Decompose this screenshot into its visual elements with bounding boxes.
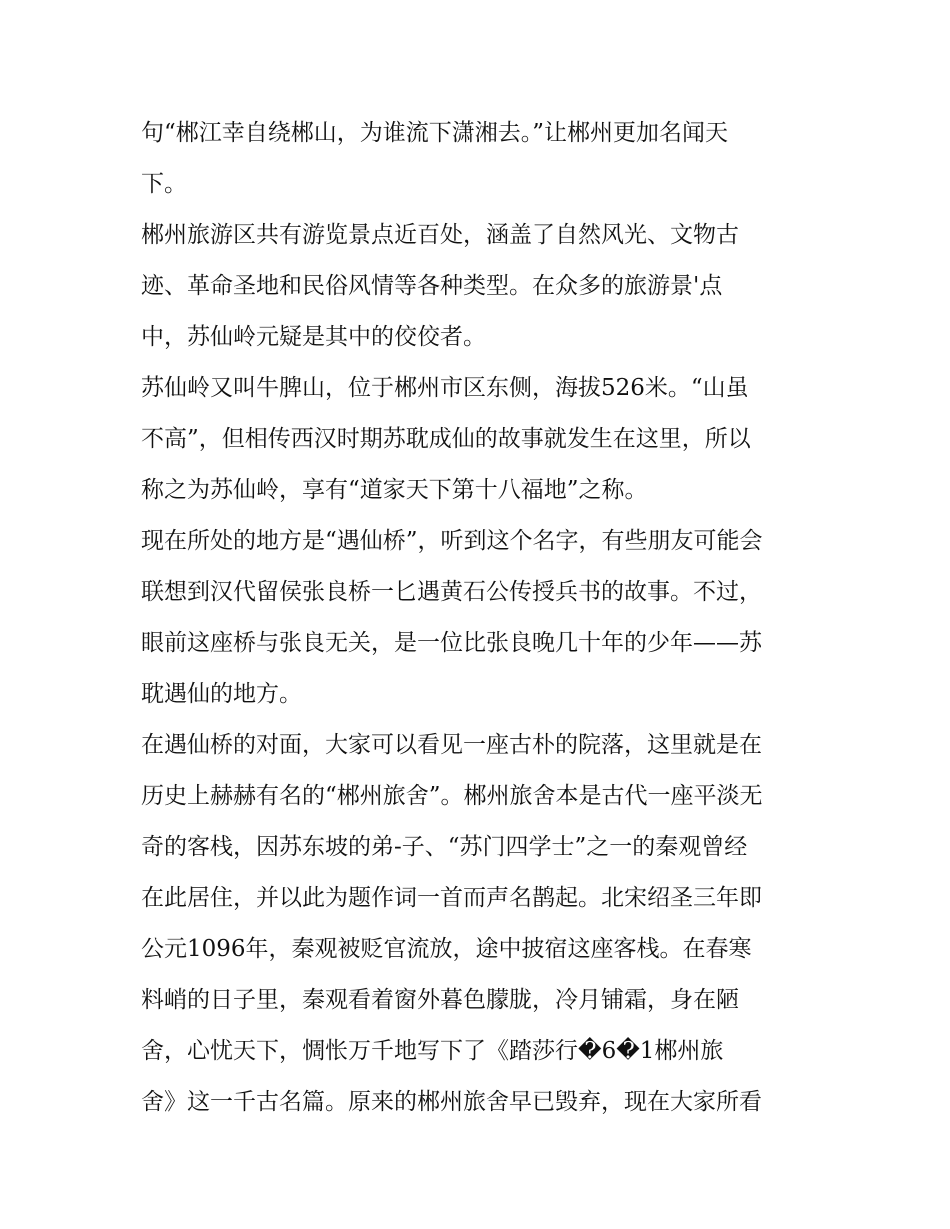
text-line: 在遇仙桥的对面，大家可以看见一座古朴的院落，这里就是在	[141, 732, 762, 758]
text-line: 不高”，但相传西汉时期苏耽成仙的故事就发生在这里，所以	[141, 426, 751, 452]
text-line: 迹、革命圣地和民俗风情等各种类型。在众多的旅游景'点	[141, 273, 723, 299]
text-line: 眼前这座桥与张良无关，是一位比张良晚几十年的少年——苏	[141, 630, 762, 656]
text-line: 联想到汉代留侯张良桥一匕遇黄石公传授兵书的故事。不过，	[141, 579, 762, 605]
text-line: 公元1096年，秦观被贬官流放，途中披宿这座客栈。在春寒	[141, 936, 752, 962]
text-line: 下。	[141, 171, 187, 197]
text-line: 郴州旅游区共有游览景点近百处，涵盖了自然风光、文物古	[141, 222, 739, 248]
text-line: 中，苏仙岭元疑是其中的佼佼者。	[141, 324, 486, 350]
text-line: 舍，心忧天下，惆怅万千地写下了《踏莎行�6�1郴州旅	[141, 1038, 724, 1064]
text-line: 句“郴江幸自绕郴山，为谁流下潇湘去。”让郴州更加名闻天	[141, 120, 729, 146]
text-line: 舍》这一千古名篇。原来的郴州旅舍早已毁弃，现在大家所看	[141, 1089, 762, 1115]
text-line: 在此居住，并以此为题作词一首而声名鹊起。北宋绍圣三年即	[141, 885, 762, 911]
text-line: 称之为苏仙岭，享有“道家天下第十八福地”之称。	[141, 477, 648, 503]
body-text	[141, 108, 821, 1128]
text-line: 料峭的日子里，秦观看着窗外暮色朦胧，冷月铺霜，身在陋	[141, 987, 739, 1013]
text-line: 历史上赫赫有名的“郴州旅舍”。郴州旅舍本是古代一座平淡无	[141, 783, 763, 809]
text-line: 苏仙岭又叫牛脾山，位于郴州市区东侧，海拔526米。“山虽	[141, 375, 749, 401]
text-line: 奇的客栈，因苏东坡的弟-子、“苏门四学士”之一的秦观曾经	[141, 834, 748, 860]
text-line: 现在所处的地方是“遇仙桥”，听到这个名字，有些朋友可能会	[141, 528, 763, 554]
text-line: 耽遇仙的地方。	[141, 681, 302, 707]
